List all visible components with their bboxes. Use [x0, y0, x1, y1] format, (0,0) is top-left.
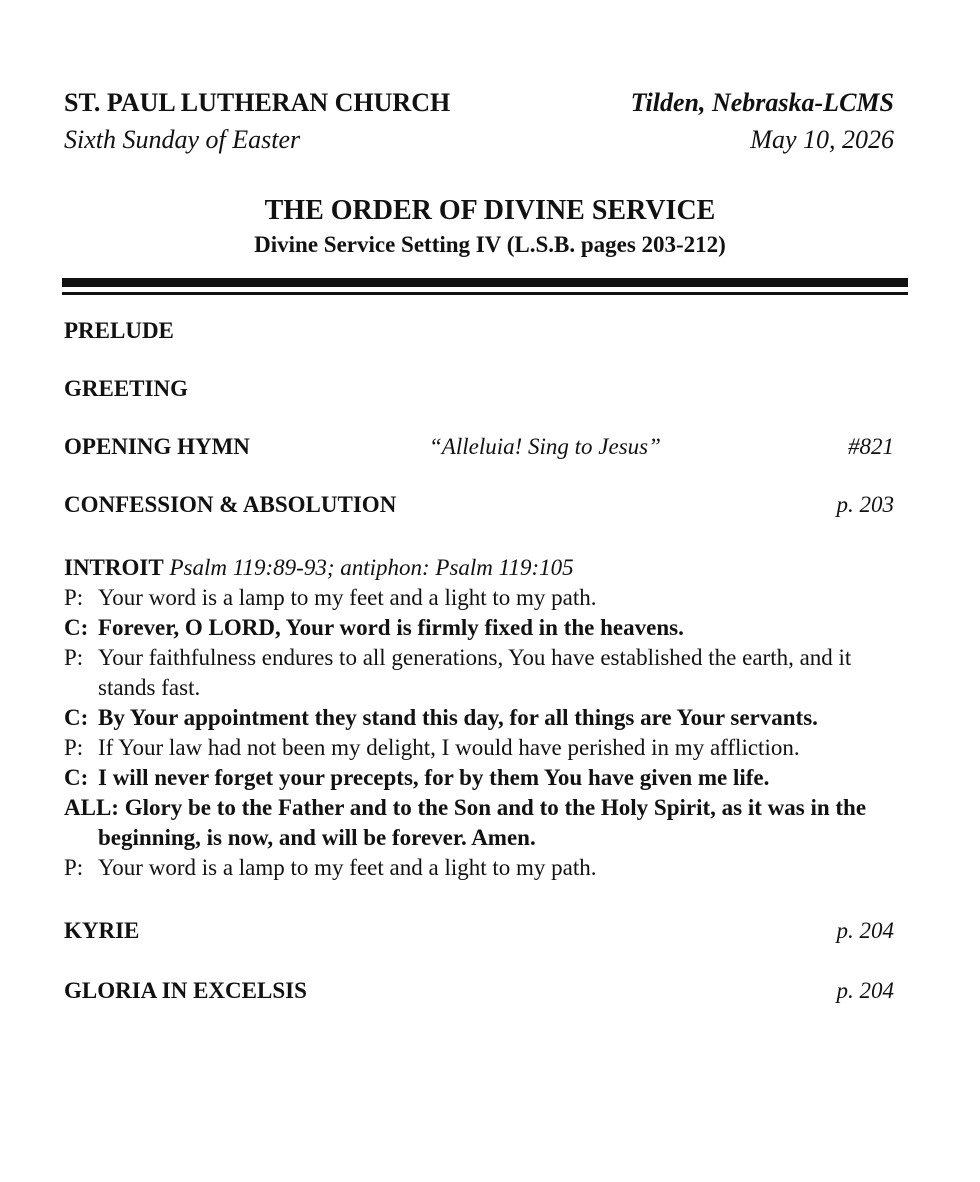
introit-line — [64, 703, 904, 733]
speaker-label: P: — [64, 645, 84, 670]
sunday-name: Sixth Sunday of Easter — [64, 125, 301, 154]
speaker-label: P: — [64, 585, 84, 610]
introit-heading — [64, 553, 904, 583]
divider-thin — [62, 292, 908, 295]
church-location: Tilden, Nebraska-LCMS — [630, 88, 894, 117]
introit-line — [64, 763, 904, 793]
section-label: GLORIA IN EXCELSIS — [64, 978, 307, 1003]
introit-block — [64, 553, 904, 883]
section-label: GREETING — [64, 376, 188, 401]
speaker-label: P: — [64, 735, 84, 760]
section-label: KYRIE — [64, 918, 140, 943]
line-text: Your word is a lamp to my feet and a light to my path. — [98, 855, 597, 880]
divider-thick — [62, 278, 908, 287]
introit-label: INTROIT — [64, 555, 164, 580]
section-confession — [64, 492, 894, 518]
line-text: Your faithfulness endures to all generations, You have established the earth, and it stands fast. — [98, 645, 852, 700]
introit-line — [64, 733, 904, 763]
introit-line — [64, 793, 904, 853]
page-reference: p. 203 — [836, 492, 894, 517]
section-label: PRELUDE — [64, 318, 174, 343]
line-text: If Your law had not been my delight, I would have perished in my affliction. — [98, 735, 800, 760]
service-date: May 10, 2026 — [750, 125, 894, 154]
hymn-title: “Alleluia! Sing to Jesus” — [429, 434, 661, 459]
section-gloria — [64, 978, 894, 1004]
introit-line — [64, 583, 904, 613]
line-text: Your word is a lamp to my feet and a light to my path. — [98, 585, 597, 610]
speaker-label: C: — [64, 615, 89, 640]
line-text: By Your appointment they stand this day, for all things are Your servants. — [98, 705, 818, 730]
speaker-label: C: — [64, 765, 89, 790]
header-row-2 — [64, 125, 894, 155]
hymn-number: #821 — [848, 434, 894, 459]
section-prelude — [64, 318, 894, 344]
section-greeting — [64, 376, 894, 402]
introit-line — [64, 643, 904, 703]
introit-reference: Psalm 119:89-93; antiphon: Psalm 119:105 — [169, 555, 574, 580]
section-opening-hymn — [64, 434, 894, 460]
page-title: THE ORDER OF DIVINE SERVICE — [264, 195, 716, 226]
section-label: OPENING HYMN — [64, 434, 250, 459]
introit-line — [64, 613, 904, 643]
page-subtitle: Divine Service Setting IV (L.S.B. pages 203-212) — [254, 232, 726, 257]
page-reference: p. 204 — [836, 978, 894, 1003]
speaker-label: C: — [64, 705, 89, 730]
line-text: Forever, O LORD, Your word is firmly fixed in the heavens. — [98, 615, 684, 640]
speaker-label: P: — [64, 855, 84, 880]
church-name: ST. PAUL LUTHERAN CHURCH — [64, 88, 451, 117]
speaker-label: ALL: — [64, 795, 119, 820]
line-text: I will never forget your precepts, for by them You have given me life. — [98, 765, 770, 790]
introit-line — [64, 853, 904, 883]
section-label: CONFESSION & ABSOLUTION — [64, 492, 397, 517]
line-text: Glory be to the Father and to the Son and to the Holy Spirit, as it was in the beginning, is now, and will be forever. Amen. — [98, 795, 867, 850]
header-row-1 — [64, 88, 894, 118]
page-reference: p. 204 — [836, 918, 894, 943]
section-kyrie — [64, 918, 894, 944]
